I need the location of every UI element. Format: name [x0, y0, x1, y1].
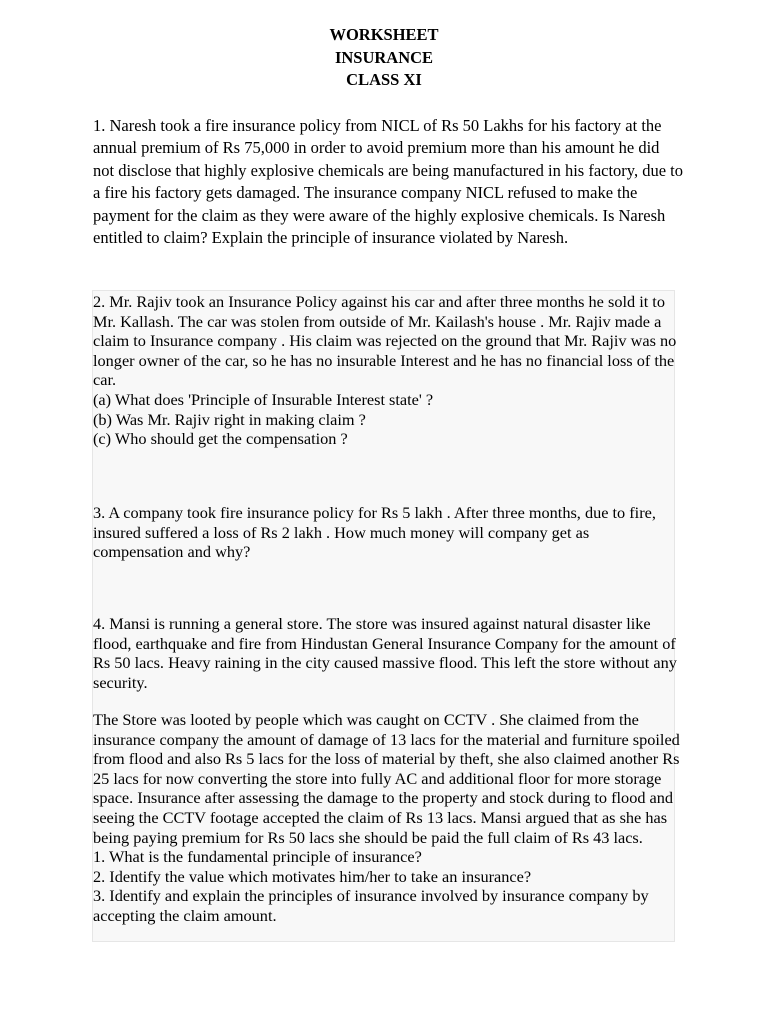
question-1: 1. Naresh took a fire insurance policy from NICL of Rs 50 Lakhs for his factory at the annual premium of Rs 75,000 in order to avoid premium more than his amount he did not disclose that highly explosive chemicals are being manufactured in his factory, due to a fire his factory gets damaged. The insurance company NICL refused to make the payment for the claim as they were aware of the highly explosive chemicals. Is Naresh entitled to claim? Explain the principle of insurance violated by Naresh. — [93, 116, 684, 248]
question-4: 4. Mansi is running a general store. The store was insured against natural disaster like flood, earthquake and fire from Hindustan General Insurance Company for the amount of Rs 50 lacs. Heavy raining in the city caused massive flood. This left the store without any security. — [93, 614, 677, 692]
question-4-continued: The Store was looted by people which was caught on CCTV . She claimed from the insurance company the amount of damage of 13 lacs for the material and furniture spoiled from flood and also Rs 5 lacs for the loss of material by theft, she also claimed another Rs 25 lacs for now converting the store into fully AC and additional floor for more storage space. Insurance after assessing the damage to the property and stock during to flood and seeing the CCTV footage accepted the claim of Rs 13 lacs. Mansi argued that as she has being paying premium for Rs 50 lacs she should be paid the full claim of Rs 43 lacs. 1. What is the fundamental principle of insurance? 2. Identify the value which motivates him/her to take an insurance? 3. Identify and explain the principles of insurance involved by insurance company by accepting the claim amount. — [93, 710, 680, 925]
header-class: CLASS XI — [346, 70, 422, 89]
header-title: WORKSHEET — [329, 25, 439, 44]
question-3: 3. A company took fire insurance policy for Rs 5 lakh . After three months, due to fire, insured suffered a loss of Rs 2 lakh . How much money will company get as compensation and why? — [93, 503, 656, 562]
question-2: 2. Mr. Rajiv took an Insurance Policy against his car and after three months he sold it to Mr. Kallash. The car was stolen from outside of Mr. Kailash's house . Mr. Rajiv made a claim to Insurance company . His claim was rejected on the ground that Mr. Rajiv was no longer owner of the car, so he has no insurable Interest and he has no financial loss of the car. (a) What does 'Principle of Insurable Interest state' ? (b) Was Mr. Rajiv right in making claim ? (c) Who should get the compensation ? — [93, 292, 677, 449]
header-subject: INSURANCE — [334, 47, 434, 67]
worksheet-header — [0, 24, 768, 92]
